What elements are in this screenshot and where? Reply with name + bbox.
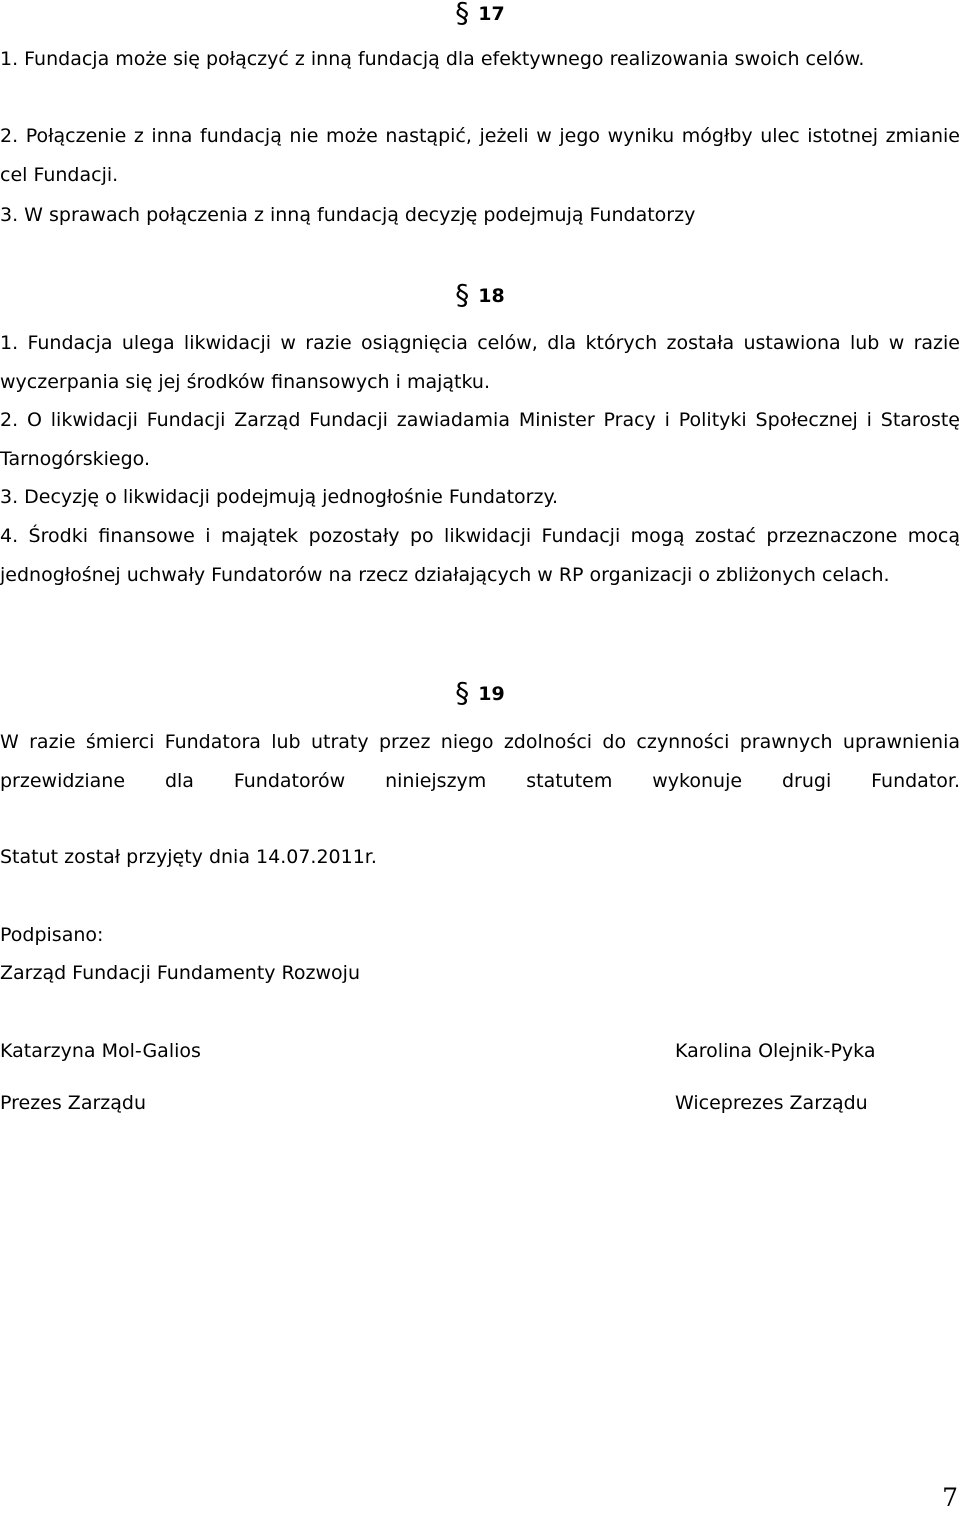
paragraph-18-4: 4. Środki finansowe i majątek pozostały po likwidacji Fundacji mogą zostać przeznaczone mocą jednogłośnej uchwały Fundatorów na rzecz działających w RP organizacji o zbliżonych celach. (0, 525, 960, 586)
paragraph-18-3: 3. Decyzję o likwidacji podejmują jednogłośnie Fundatorzy. (0, 486, 559, 508)
section-number: 17 (478, 3, 505, 25)
paragraph-19: W razie śmierci Fundatora lub utraty przez niego zdolności do czynności prawnych uprawnienia przewidziane dla Fundatorów niniejszym statutem wykonuje drugi Fundator. (0, 731, 960, 792)
section-heading-17 (0, 0, 960, 29)
section-sign: § (455, 0, 470, 29)
section-sign: § (455, 278, 470, 311)
section-sign: § (455, 676, 470, 709)
section-heading-18 (0, 278, 960, 311)
paragraph-18-2: 2. O likwidacji Fundacji Zarząd Fundacji zawiadamia Minister Pracy i Polityki Społecznej i Starostę Tarnogórskiego. (0, 409, 960, 470)
signatory-name: Karolina Olejnik-Pyka (675, 1040, 876, 1062)
section-number: 18 (478, 285, 505, 307)
section-heading-19 (0, 676, 960, 709)
board-name: Zarząd Fundacji Fundamenty Rozwoju (0, 962, 360, 984)
paragraph-18-1: 1. Fundacja ulega likwidacji w razie osiągnięcia celów, dla których została ustawiona lub w razie wyczerpania się jej środków finansowych i majątku. (0, 332, 960, 393)
signatory-role: Prezes Zarządu (0, 1092, 146, 1114)
signatory-role: Wiceprezes Zarządu (675, 1092, 868, 1114)
signed-label: Podpisano: (0, 924, 104, 946)
paragraph-17-3: 3. W sprawach połączenia z inną fundacją decyzję podejmują Fundatorzy (0, 204, 696, 226)
page-number: 7 (942, 1483, 958, 1512)
statute-date: Statut został przyjęty dnia 14.07.2011r. (0, 846, 377, 868)
signatory-name: Katarzyna Mol-Galios (0, 1040, 201, 1062)
paragraph-17-1: 1. Fundacja może się połączyć z inną fundacją dla efektywnego realizowania swoich celów. (0, 48, 865, 70)
paragraph-17-2: 2. Połączenie z inna fundacją nie może nastąpić, jeżeli w jego wyniku mógłby ulec istotnej zmianie cel Fundacji. (0, 125, 960, 186)
section-number: 19 (478, 683, 505, 705)
